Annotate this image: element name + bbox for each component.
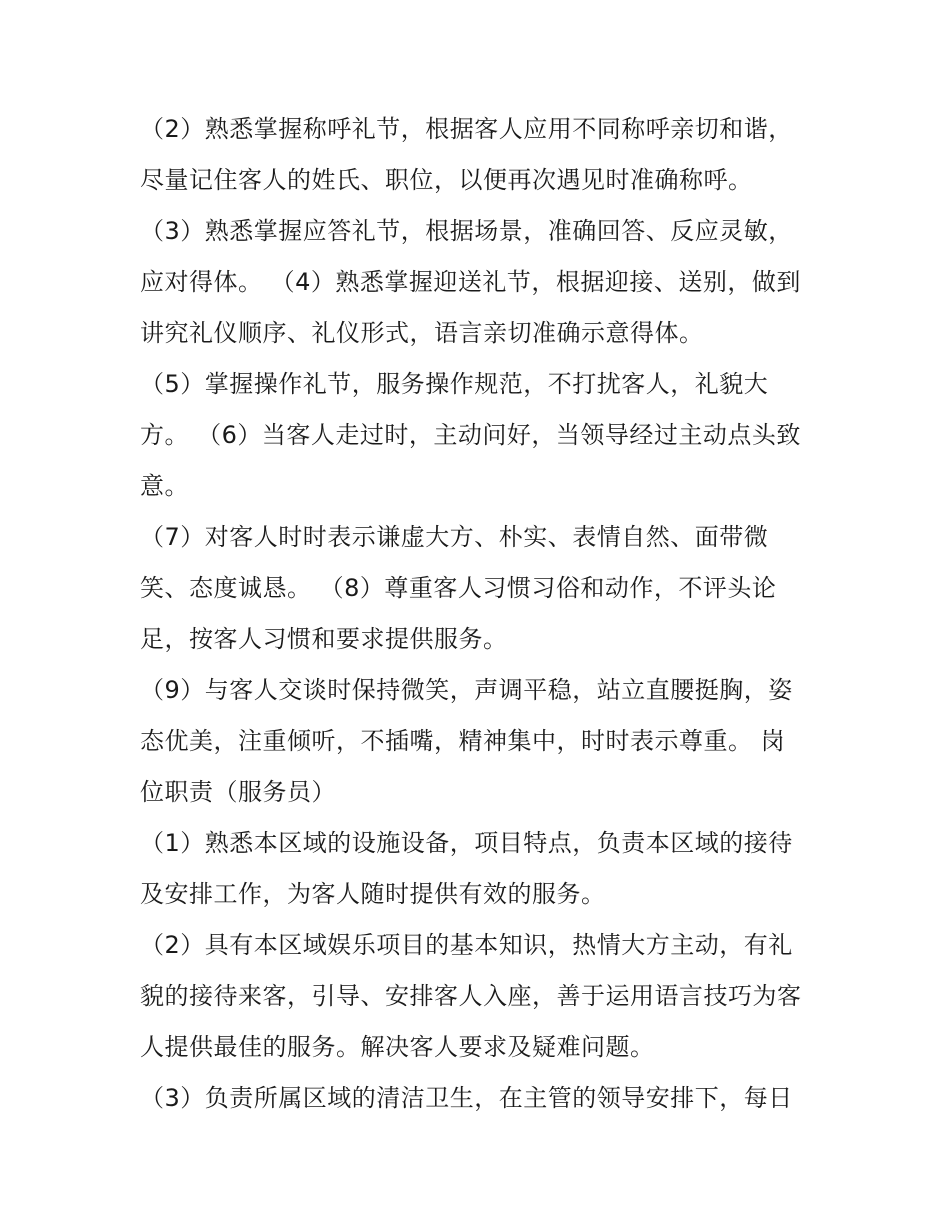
text-line: （2）具有本区域娱乐项目的基本知识，热情大方主动，有礼 (140, 931, 793, 959)
text-line: 态优美，注重倾听，不插嘴，精神集中，时时表示尊重。 岗 (140, 727, 786, 755)
text-line: （1）熟悉本区域的设施设备，项目特点，负责本区域的接待 (140, 829, 793, 857)
text-line: 及安排工作，为客人随时提供有效的服务。 (140, 880, 606, 908)
text-line: 讲究礼仪顺序、礼仪形式，语言亲切准确示意得体。 (140, 319, 704, 347)
text-line: （3）负责所属区域的清洁卫生，在主管的领导安排下，每日 (140, 1084, 793, 1112)
text-line: 人提供最佳的服务。解决客人要求及疑难问题。 (140, 1033, 655, 1061)
text-line: 位职责（服务员） (140, 778, 336, 806)
text-line: 意。 (140, 472, 189, 500)
text-line: （5）掌握操作礼节，服务操作规范，不打扰客人，礼貌大 (140, 370, 769, 398)
text-line: （3）熟悉掌握应答礼节，根据场景，准确回答、反应灵敏， (140, 217, 793, 245)
text-line: 应对得体。 （4）熟悉掌握迎送礼节，根据迎接、送别，做到 (140, 268, 801, 296)
text-line: 方。 （6）当客人走过时，主动问好，当领导经过主动点头致 (140, 421, 801, 449)
text-line: （7）对客人时时表示谦虚大方、朴实、表情自然、面带微 (140, 523, 769, 551)
text-line: 尽量记住客人的姓氏、职位，以便再次遇见时准确称呼。 (140, 166, 753, 194)
text-line: 笑、态度诚恳。 （8）尊重客人习惯习俗和动作，不评头论 (140, 574, 777, 602)
text-line: （9）与客人交谈时保持微笑，声调平稳，站立直腰挺胸，姿 (140, 676, 793, 704)
text-line: （2）熟悉掌握称呼礼节，根据客人应用不同称呼亲切和谐， (140, 115, 793, 143)
text-line: 足，按客人习惯和要求提供服务。 (140, 625, 508, 653)
text-line: 貌的接待来客，引导、安排客人入座，善于运用语言技巧为客 (140, 982, 802, 1010)
